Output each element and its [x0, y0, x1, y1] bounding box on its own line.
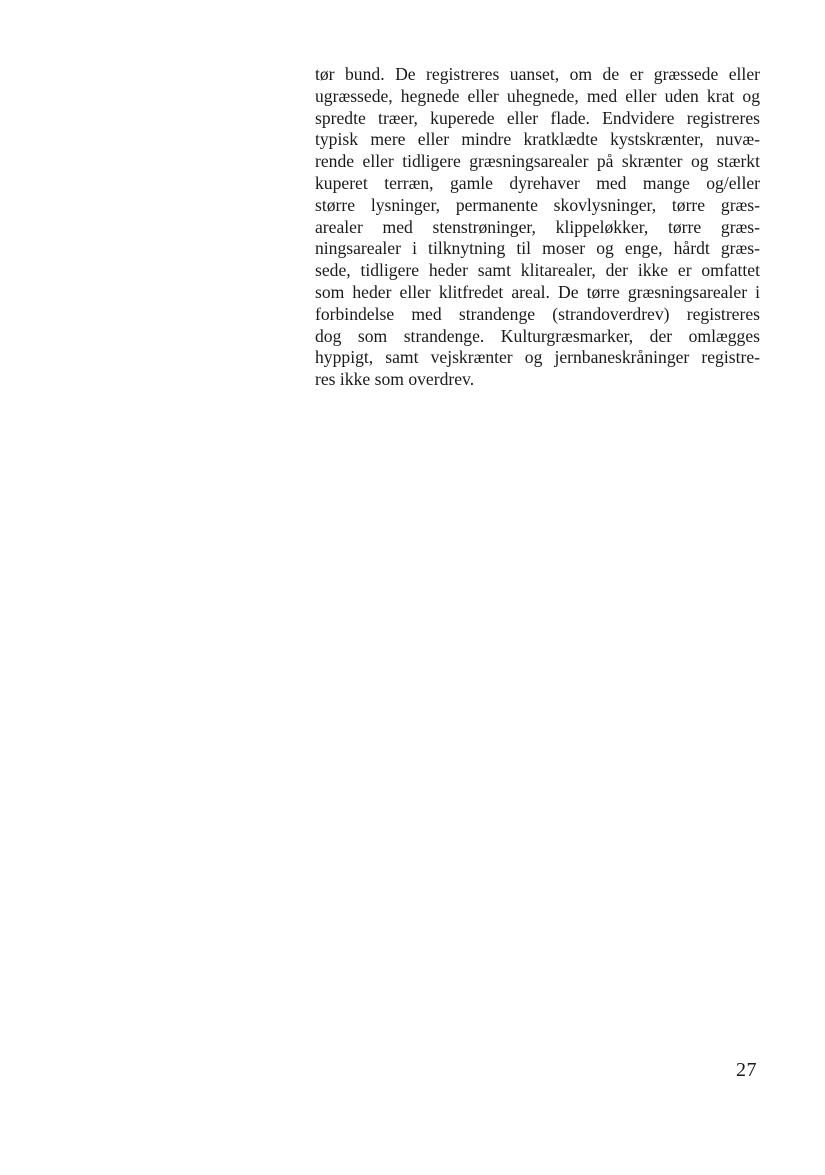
text-line: forbindelse med strandenge (strandoverdrev) registreres — [315, 303, 760, 324]
text-line: tør bund. De registreres uanset, om de er græssede eller — [315, 64, 760, 84]
text-line: rende eller tidligere græsningsarealer på skrænter og stærkt — [315, 151, 760, 172]
body-text — [315, 64, 760, 391]
text-line: som heder eller klitfredet areal. De tørre græsningsarealer i — [315, 281, 760, 302]
text-line: ningsarealer i tilknytning til moser og enge, hårdt græs- — [315, 238, 760, 259]
text-line: hyppigt, samt vejskrænter og jernbaneskråninger registre- — [315, 347, 760, 368]
text-line: ugræssede, hegnede eller uhegnede, med eller uden krat og — [315, 85, 760, 106]
text-line: spredte træer, kuperede eller flade. Endvidere registreres — [315, 107, 760, 128]
text-line: større lysninger, permanente skovlysninger, tørre græs- — [315, 194, 760, 215]
text-line: dog som strandenge. Kulturgræsmarker, der omlægges — [315, 325, 760, 346]
text-line: typisk mere eller mindre kratklædte kystskrænter, nuvæ- — [315, 129, 760, 150]
page-number: 27 — [736, 1059, 757, 1081]
text-line: res ikke som overdrev. — [315, 369, 475, 390]
text-line: sede, tidligere heder samt klitarealer, der ikke er omfattet — [315, 260, 760, 281]
text-line: arealer med stenstrøninger, klippeløkker, tørre græs- — [315, 216, 760, 237]
text-line: kuperet terræn, gamle dyrehaver med mange og/eller — [315, 172, 760, 193]
